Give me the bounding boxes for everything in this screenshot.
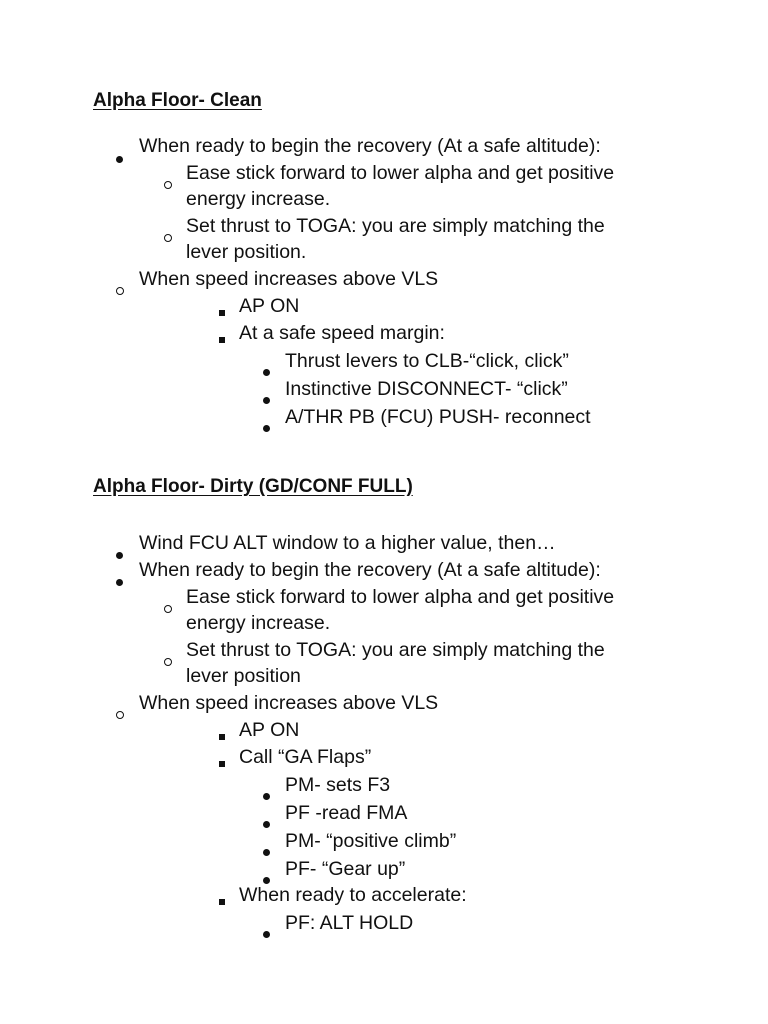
bullet-ring <box>116 701 124 725</box>
list-item: Set thrust to TOGA: you are simply matching the <box>186 639 605 661</box>
bullet-ring <box>116 277 124 301</box>
bullet-dot <box>116 541 123 565</box>
section-heading-clean: Alpha Floor- Clean <box>93 90 262 111</box>
bullet-dot <box>263 386 270 410</box>
list-item-continuation: lever position <box>186 665 301 687</box>
bullet-ring <box>164 171 172 195</box>
list-item: AP ON <box>239 719 300 741</box>
list-item: PF -read FMA <box>285 802 408 824</box>
bullet-dot <box>263 414 270 438</box>
list-item: Ease stick forward to lower alpha and get positive <box>186 586 615 608</box>
list-item: At a safe speed margin: <box>239 322 445 344</box>
list-item-continuation: energy increase. <box>186 188 331 210</box>
section-heading-dirty: Alpha Floor- Dirty (GD/CONF FULL) <box>93 476 413 497</box>
list-item: PM- sets F3 <box>285 774 391 796</box>
bullet-ring <box>164 595 172 619</box>
list-item: PF: ALT HOLD <box>285 912 414 934</box>
bullet-square <box>219 722 225 746</box>
bullet-square <box>219 749 225 773</box>
list-item: Call “GA Flaps” <box>239 746 372 768</box>
bullet-ring <box>164 224 172 248</box>
list-item: When speed increases above VLS <box>139 692 439 714</box>
list-item: Thrust levers to CLB-“click, click” <box>285 350 569 372</box>
bullet-dot <box>263 810 270 834</box>
list-item-continuation: lever position. <box>186 241 307 263</box>
bullet-ring <box>164 648 172 672</box>
list-item: When ready to begin the recovery (At a safe altitude): <box>139 559 601 581</box>
list-item: Ease stick forward to lower alpha and get positive <box>186 162 615 184</box>
list-item-continuation: energy increase. <box>186 612 331 634</box>
bullet-dot <box>263 358 270 382</box>
bullet-dot <box>263 920 270 944</box>
list-item: A/THR PB (FCU) PUSH- reconnect <box>285 406 591 428</box>
list-item: When ready to accelerate: <box>239 884 467 906</box>
bullet-dot <box>263 782 270 806</box>
bullet-square <box>219 887 225 911</box>
bullet-dot <box>116 145 123 169</box>
list-item: Wind FCU ALT window to a higher value, then… <box>139 532 556 554</box>
list-item: When speed increases above VLS <box>139 268 439 290</box>
list-item: PF- “Gear up” <box>285 858 406 880</box>
bullet-dot <box>263 838 270 862</box>
bullet-square <box>219 325 225 349</box>
bullet-dot <box>116 568 123 592</box>
list-item: Set thrust to TOGA: you are simply matching the <box>186 215 605 237</box>
list-item: Instinctive DISCONNECT- “click” <box>285 378 568 400</box>
list-item: When ready to begin the recovery (At a safe altitude): <box>139 135 601 157</box>
list-item: PM- “positive climb” <box>285 830 457 852</box>
bullet-square <box>219 298 225 322</box>
list-item: AP ON <box>239 295 300 317</box>
